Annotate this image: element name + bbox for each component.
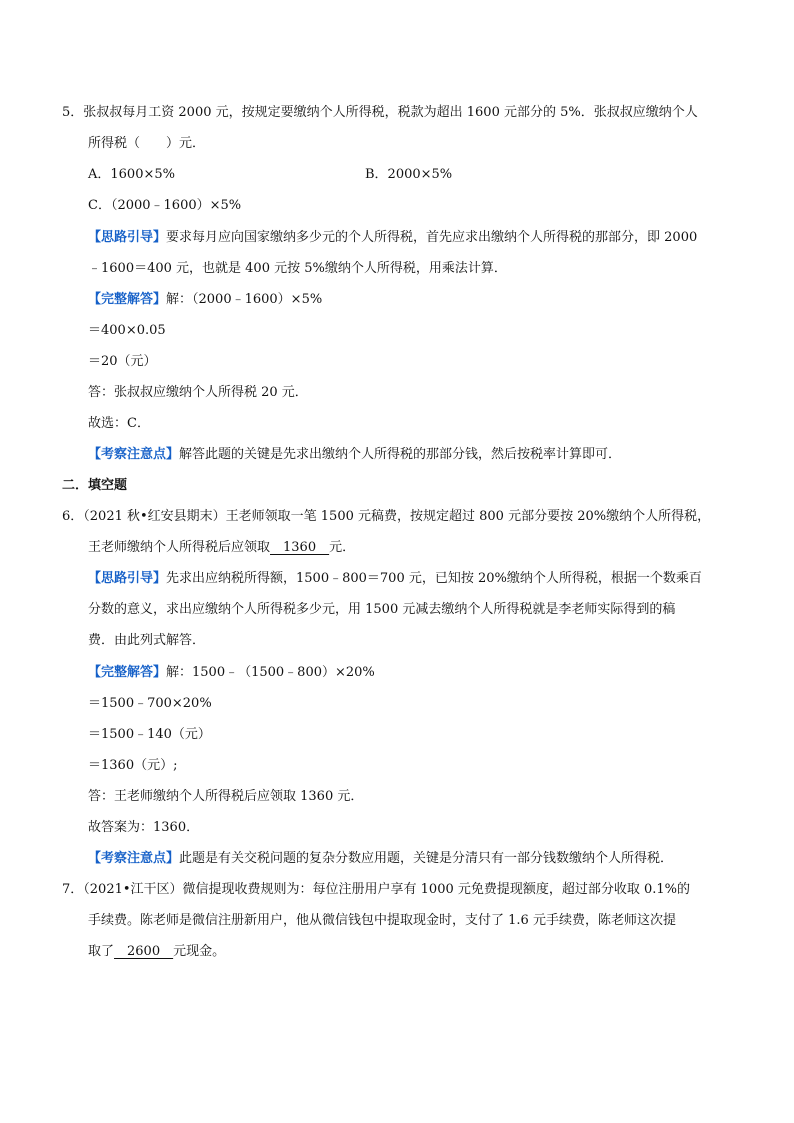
q6-solution-line1	[88, 664, 375, 682]
q5-hint-tag: 【思路引导】	[88, 230, 167, 245]
q5-option-c: C．（2000﹣1600）×5%	[88, 198, 242, 213]
q6-solution-tag: 【完整解答】	[88, 665, 167, 680]
q5-option-b: B．2000×5%	[365, 167, 453, 182]
q7-stem-line3	[88, 943, 225, 961]
q5-note-text: 解答此题的关键是先求出缴纳个人所得税的那部分钱，然后按税率计算即可．	[179, 447, 622, 462]
q5-note-line	[88, 446, 621, 464]
q5-choice: 故选：C．	[88, 416, 150, 431]
q6-note-tag: 【考察注意点】	[88, 851, 180, 866]
q6-hint-line3: 费．由此列式解答．	[88, 633, 206, 648]
q5-note-tag: 【考察注意点】	[88, 447, 180, 462]
q5-solution-text1: 解：（2000﹣1600）×5%	[166, 292, 323, 307]
q6-hint-tag: 【思路引导】	[88, 571, 167, 586]
q5-hint-line2: ﹣1600＝400 元，也就是 400 元按 5%缴纳个人所得税，用乘法计算．	[88, 261, 507, 276]
q7-answer-blank: 2600	[114, 944, 174, 959]
q5-solution-line1	[88, 291, 322, 309]
q6-stem-line2	[88, 539, 355, 557]
q6-hint-line2: 分数的意义，求出应缴纳个人所得税多少元，用 1500 元减去缴纳个人所得税就是李老师实际得到的稿	[88, 602, 676, 617]
q6-solution-text1: 解：1500﹣（1500﹣800）×20%	[166, 665, 375, 680]
q7-stem-line1: 7．（2021•江干区）微信提现收费规则为：每位注册用户享有 1000 元免费提现额度，超过部分收取 0.1%的	[62, 882, 691, 897]
q6-result: 故答案为：1360．	[88, 820, 200, 835]
q6-solution-line3: ＝1500﹣140（元）	[88, 727, 211, 742]
q7-stem-line2: 手续费。陈老师是微信注册新用户，他从微信钱包中提取现金时，支付了 1.6 元手续费，陈老师这次提	[88, 913, 676, 928]
q5-stem-line2: 所得税（ ）元．	[88, 136, 206, 151]
section-title: 二．填空题	[62, 478, 128, 493]
q7-stem-post: 元现金。	[173, 944, 226, 959]
q6-note-text: 此题是有关交税问题的复杂分数应用题，关键是分清只有一部分钱数缴纳个人所得税．	[179, 851, 674, 866]
q7-stem-pre: 取了	[88, 944, 115, 959]
q6-answer: 答：王老师缴纳个人所得税后应领取 1360 元．	[88, 789, 364, 804]
q6-stem-post: 元．	[329, 540, 356, 555]
q6-note-line	[88, 850, 673, 868]
q5-solution-tag: 【完整解答】	[88, 292, 167, 307]
q5-option-a: A．1600×5%	[88, 167, 175, 182]
q6-answer-blank: 1360	[270, 540, 330, 555]
q5-solution-line3: ＝20（元）	[88, 354, 157, 369]
q5-hint-line1	[88, 229, 697, 247]
q6-stem-pre: 王老师缴纳个人所得税后应领取	[88, 540, 271, 555]
q6-stem-line1: 6．（2021 秋•红安县期末）王老师领取一笔 1500 元稿费，按规定超过 800 元部分要按 20%缴纳个人所得税，	[62, 509, 711, 524]
q5-solution-line2: ＝400×0.05	[88, 323, 166, 338]
q6-solution-line4: ＝1360（元）;	[88, 758, 178, 773]
q5-hint-text1: 要求每月应向国家缴纳多少元的个人所得税，首先应求出缴纳个人所得税的那部分，即 2000	[166, 230, 698, 245]
q6-hint-text1: 先求出应纳税所得额，1500﹣800＝700 元，已知按 20%缴纳个人所得税，根据一个数乘百	[166, 571, 702, 586]
q6-hint-line1	[88, 570, 702, 588]
q6-solution-line2: ＝1500﹣700×20%	[88, 696, 212, 711]
q5-stem-line1: 5．张叔叔每月工资 2000 元，按规定要缴纳个人所得税，税款为超出 1600 元部分的 5%．张叔叔应缴纳个人	[62, 105, 698, 120]
q5-answer: 答：张叔叔应缴纳个人所得税 20 元．	[88, 385, 308, 400]
